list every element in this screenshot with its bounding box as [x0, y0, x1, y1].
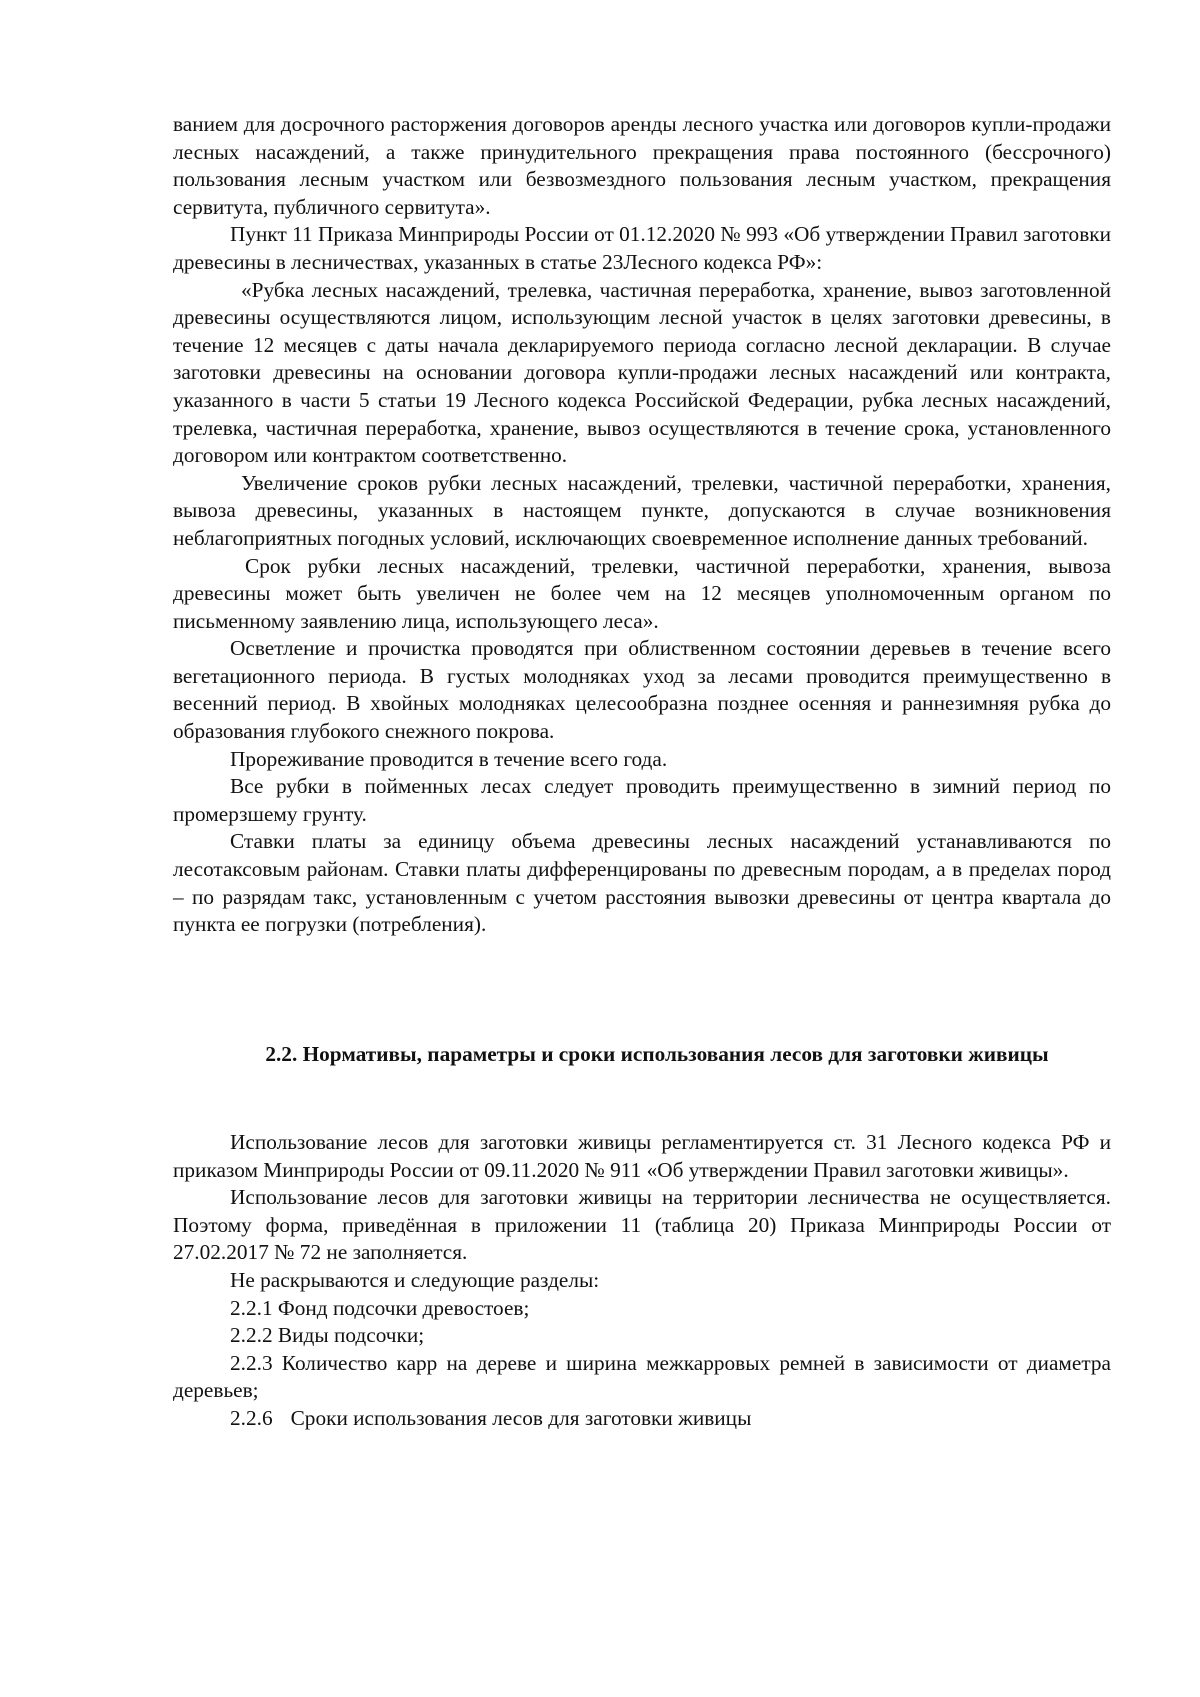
paragraph-quote-term: Срок рубки лесных насаждений, трелевки, частичной переработки, хранения, вывоза древесины может быть увеличен не более чем на 12 месяцев уполномоченным органом по письменному заявлению лица, использующего леса». [173, 553, 1111, 633]
list-item-number: 2.2.6 [230, 1405, 273, 1430]
list-item-2-2-6 [173, 1405, 1111, 1433]
paragraph-continuation: ванием для досрочного расторжения договоров аренды лесного участка или договоров купли-продажи лесных насаждений, а также принудительного прекращения права постоянного (бессрочного) пользования лесным участком или безвозмездного пользования лесным участком, прекращения сервитута, публичного сервитута». [173, 112, 1111, 219]
paragraph-quote-logging: «Рубка лесных насаждений, трелевка, частичная переработка, хранение, вывоз заготовленной древесины осуществляются лицом, использующим лесной участок в целях заготовки древесины, в течение 12 месяцев с даты начала декларируемого периода согласно лесной декларации. В случае заготовки древесины на основании договора купли-продажи лесных насаждений или контракта, указанного в части 5 статьи 19 Лесного кодекса Российской Федерации, рубка лесных насаждений, трелевка, частичная переработка, хранение, вывоз осуществляются в течение срока, установленного договором или контрактом соответственно. [173, 277, 1111, 468]
paragraph-not-disclosed: Не раскрываются и следующие разделы: [230, 1267, 600, 1292]
paragraph-order-reference: Пункт 11 Приказа Минприроды России от 01.12.2020 № 993 «Об утверждении Правил заготовки древесины в лесничествах, указанных в статье 23Лесного кодекса РФ»: [173, 222, 1111, 274]
paragraph-resin-regulation: Использование лесов для заготовки живицы регламентируется ст. 31 Лесного кодекса РФ и приказом Минприроды России от 09.11.2020 № 911 «Об утверждении Правил заготовки живицы». [173, 1130, 1111, 1182]
paragraph-quote-extension: Увеличение сроков рубки лесных насаждений, трелевки, частичной переработки, хранения, вывоза древесины, указанных в настоящем пункте, допускаются в случае возникновения неблагоприятных погодных условий, исключающих своевременное исполнение данных требований. [173, 470, 1111, 550]
list-item-2-2-2: 2.2.2 Виды подсочки; [230, 1323, 425, 1348]
list-item-2-2-3: 2.2.3 Количество карр на дереве и ширина межкарровых ремней в зависимости от диаметра деревьев; [173, 1350, 1111, 1403]
section-body-resin [173, 1129, 1111, 1433]
section-body-top [173, 111, 1111, 939]
list-item-text: Сроки использования лесов для заготовки живицы [290, 1405, 752, 1430]
section-heading-2-2: 2.2. Нормативы, параметры и сроки использования лесов для заготовки живицы [265, 1042, 1049, 1066]
paragraph-floodplain: Все рубки в пойменных лесах следует проводить преимущественно в зимний период по промерзшему грунту. [173, 774, 1111, 826]
paragraph-thinning-season: Осветление и прочистка проводятся при облиственном состоянии деревьев в течение всего вегетационного периода. В густых молодняках уход за лесами проводится преимущественно в весенний период. В хвойных молодняках целесообразна позднее осенняя и раннезимняя рубка до образования глубокого снежного покрова. [173, 636, 1111, 744]
paragraph-prorezhivanie: Прореживание проводится в течение всего года. [230, 746, 668, 771]
paragraph-rates: Ставки платы за единицу объема древесины лесных насаждений устанавливаются по лесотаксовым районам. Ставки платы дифференцированы по древесным породам, а в пределах пород – по разрядам такс, установленным с учетом расстояния вывозки древесины от центра квартала до пункта ее погрузки (потребления). [173, 829, 1111, 937]
list-item-2-2-1: 2.2.1 Фонд подсочки древостоев; [230, 1295, 530, 1320]
paragraph-resin-not-used: Использование лесов для заготовки живицы на территории лесничества не осуществляется. Поэтому форма, приведённая в приложении 11 (таблица 20) Приказа Минприроды России от 27.02.2017 № 72 не заполняется. [173, 1185, 1111, 1265]
